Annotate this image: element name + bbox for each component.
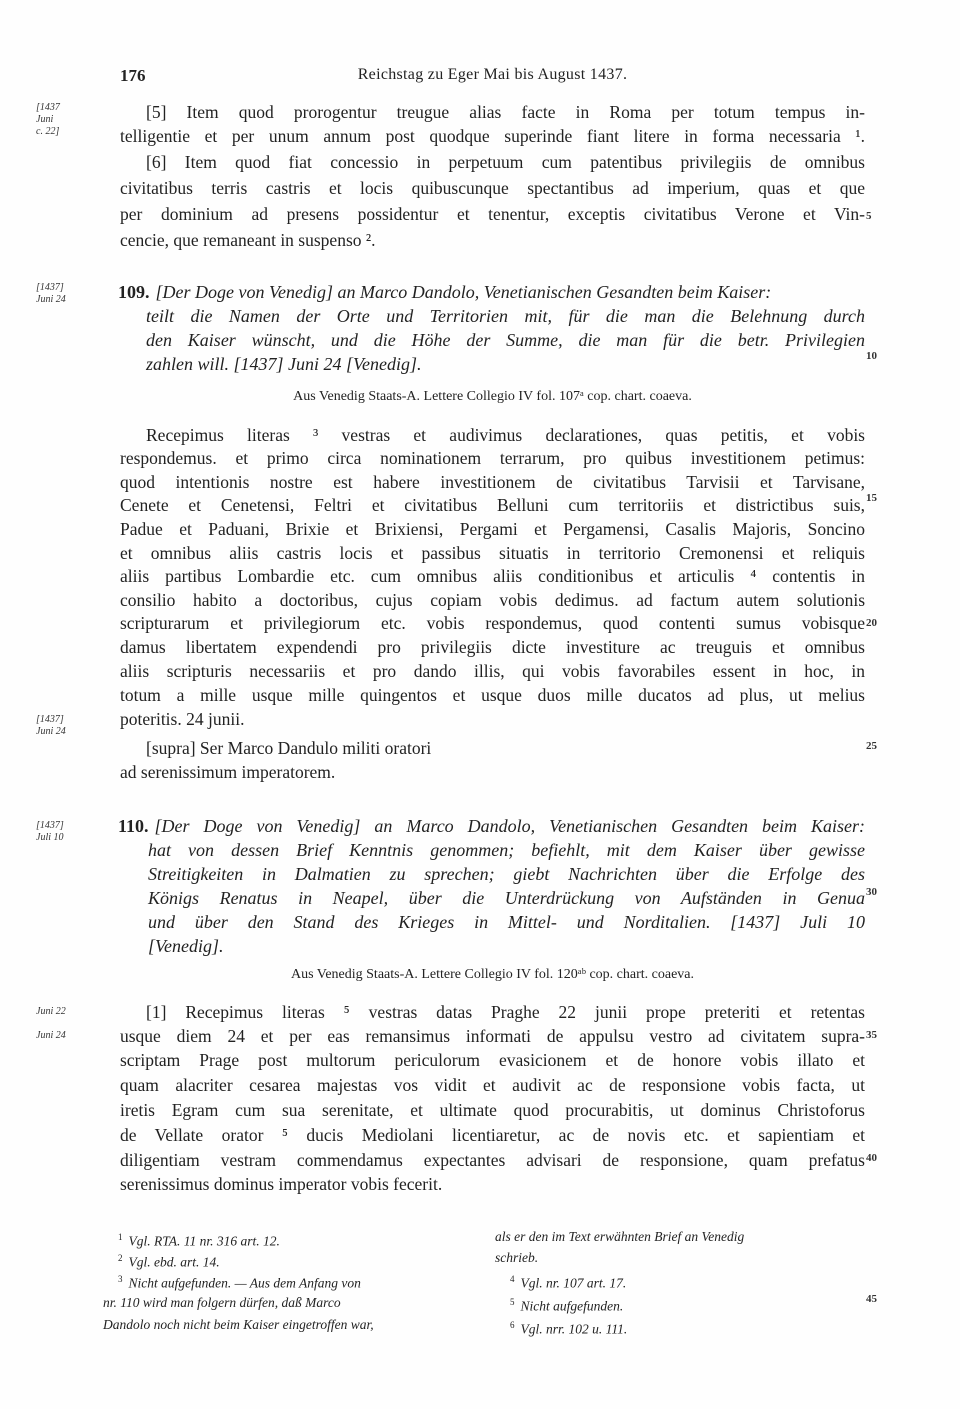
text-line: Cenete et Cenetensi, Feltri et civitatibus Belluni cum territoriis et districtibus suis, bbox=[120, 495, 865, 515]
footnote: $^5$ Nicht aufgefunden. bbox=[510, 1297, 624, 1314]
address-line: [supra] Ser Marco Dandulo militi oratori bbox=[146, 738, 432, 758]
margin-note: [1437] Juni 24 bbox=[36, 282, 66, 305]
text-line: cencie, que remaneant in suspenso ². bbox=[120, 230, 376, 250]
text-line: civitatibus terris castris et locis quibuscunque spectantibus ad imperium, quas et que bbox=[120, 178, 865, 198]
text-line: usque diem 24 et per eas remansimus informati de appulsu vestro ad civitatem supra- bbox=[120, 1026, 865, 1046]
line-number: 5 bbox=[866, 210, 872, 222]
text-line: [6] Item quod fiat concessio in perpetuum cum patentibus privilegiis de omnibus bbox=[146, 152, 865, 172]
source-line: Aus Venedig Staats-A. Lettere Collegio IV fol. 120ᵃᵇ cop. chart. coaeva. bbox=[290, 967, 695, 982]
footnote: schrieb. bbox=[495, 1250, 539, 1265]
line-number: 30 bbox=[866, 886, 877, 898]
text-line: damus libertatem expendendi pro privilegiis dicte investiture ac treuguis et omnibus bbox=[120, 637, 865, 657]
margin-note: [1437] Juni 24 bbox=[36, 714, 66, 737]
line-number: 25 bbox=[866, 740, 877, 752]
text-line: [5] Item quod prorogentur treugue alias facte in Roma per totum tempus in- bbox=[146, 102, 865, 122]
text-line: et omnibus aliis castris locis et passibus situatis in territorio Cremonensi et reliquis bbox=[120, 543, 865, 563]
footnote: $^6$ Vgl. nrr. 102 u. 111. bbox=[510, 1320, 628, 1337]
regest-line: zahlen will. [1437] Juni 24 [Venedig]. bbox=[146, 354, 422, 374]
text-line: per dominium ad presens possidentur et tenentur, exceptis civitatibus Verone et Vin- bbox=[120, 204, 865, 224]
margin-note: [1437] Juli 10 bbox=[36, 820, 64, 843]
regest-line: Königs Renatus in Neapel, über die Unterdrückung von Aufständen in Genua bbox=[148, 888, 865, 908]
regest-line: 110. [Der Doge von Venedig] an Marco Dandolo, Venetianischen Gesandten beim Kaiser: bbox=[118, 816, 865, 836]
line-number: 45 bbox=[866, 1293, 877, 1305]
text-line: Recepimus literas ³ vestras et audivimus declarationes, quas petitis, et vobis bbox=[146, 425, 865, 445]
text-line: scripturarum et privilegiorum etc. vobis respondemus, quod contenti sumus vobisque bbox=[120, 613, 865, 633]
text-line: Padue et Paduani, Brixie et Brixiensi, Pergami et Pergamensi, Casalis Majoris, Soncino bbox=[120, 519, 865, 539]
footnote: $^2$ Vgl. ebd. art. 14. bbox=[118, 1253, 220, 1270]
text-line: totum a mille usque mille quingentos et usque duos mille ducatos ad plus, ut melius bbox=[120, 685, 865, 705]
source-line: Aus Venedig Staats-A. Lettere Collegio IV fol. 107ᵃ cop. chart. coaeva. bbox=[293, 389, 692, 404]
footnote: $^4$ Vgl. nr. 107 art. 17. bbox=[510, 1274, 627, 1291]
document-number: 110. bbox=[118, 816, 149, 836]
text-line: serenissimus dominus imperator vobis fecerit. bbox=[120, 1174, 443, 1194]
text-line: respondemus. et primo circa nominationem terrarum, pro quibus investitionem petimus: bbox=[120, 448, 865, 468]
text-line: [1] Recepimus literas ⁵ vestras datas Praghe 22 junii prope preteriti et retentas bbox=[146, 1002, 865, 1022]
footnote: $^1$ Vgl. RTA. 11 nr. 316 art. 12. bbox=[118, 1232, 280, 1249]
line-number: 35 bbox=[866, 1029, 877, 1041]
line-number: 20 bbox=[866, 617, 877, 629]
text-line: de Vellate orator ⁵ ducis Mediolani licentiaretur, ac de novis etc. et sapientiam et bbox=[120, 1125, 865, 1145]
regest-line: Streitigkeiten in Dalmatien zu sprechen; giebt Nachrichten über die Erfolge des bbox=[148, 864, 865, 884]
address-line: ad serenissimum imperatorem. bbox=[120, 762, 336, 782]
line-number: 10 bbox=[866, 350, 877, 362]
regest-line: und über den Stand des Krieges in Mittel- und Norditalien. [1437] Juli 10 bbox=[148, 912, 865, 932]
regest-line: 109. [Der Doge von Venedig] an Marco Dandolo, Venetianischen Gesandten beim Kaiser: bbox=[118, 282, 772, 302]
text-line: quam alacriter cesarea majestas vos vidit et audivit ac de responsione vobis facta, ut bbox=[120, 1075, 865, 1095]
text-line: diligentiam vestram commendamus expectantes advisari de responsione, quam prefatus bbox=[120, 1150, 865, 1170]
running-head: Reichstag zu Eger Mai bis August 1437. bbox=[357, 66, 628, 83]
regest-line: hat von dessen Brief Kenntnis genommen; befiehlt, mit dem Kaiser über gewisse bbox=[148, 840, 865, 860]
line-number: 40 bbox=[866, 1152, 877, 1164]
line-number: 15 bbox=[866, 492, 877, 504]
footnote: Dandolo noch nicht beim Kaiser eingetroffen war, bbox=[103, 1317, 374, 1332]
regest-line: den Kaiser wünscht, und die Höhe der Summe, die man für die betr. Privilegien bbox=[146, 330, 865, 350]
regest-line: teilt die Namen der Orte und Territorien mit, für die man die Belehnung durch bbox=[146, 306, 865, 326]
footnote: als er den im Text erwähnten Brief an Venedig bbox=[495, 1229, 745, 1244]
page-header bbox=[120, 66, 865, 90]
text-line: scriptam Prage post multorum periculorum evasicionem et de honore vobis illato et bbox=[120, 1050, 865, 1070]
footnote: nr. 110 wird man folgern dürfen, daß Marco bbox=[103, 1295, 341, 1310]
margin-note: Juni 24 bbox=[36, 1030, 66, 1041]
regest-line: [Venedig]. bbox=[148, 936, 224, 956]
margin-note: [1437 Juni c. 22] bbox=[36, 102, 60, 137]
text-line: quod intentionis nostre est habere investitionem de civitatibus Tarvisii et Tarvisane, bbox=[120, 472, 865, 492]
text-line: poteritis. 24 junii. bbox=[120, 709, 245, 729]
text-line: aliis partibus Lombardie etc. cum omnibus aliis conditionibus et articulis ⁴ contentis in bbox=[120, 566, 865, 586]
document-number: 109. bbox=[118, 282, 150, 302]
text-line: aliis scripturis necessariis et pro dando illis, qui vobis favorabiles essent in hoc, in bbox=[120, 661, 865, 681]
text-line: telligentie et per unum annum post quodque superinde fiant litere in forma necessaria ¹. bbox=[120, 126, 865, 146]
margin-note: Juni 22 bbox=[36, 1006, 66, 1017]
footnote: $^3$ Nicht aufgefunden. — Aus dem Anfang von bbox=[118, 1274, 361, 1291]
text-line: iretis Egram cum sua serenitate, et ultimate quod procurabitis, ut dominus Christoforus bbox=[120, 1100, 865, 1120]
page-number: 176 bbox=[120, 66, 146, 85]
text-line: consilio habito a doctoribus, cujus copiam vobis dedimus. ad factum autem solutionis bbox=[120, 590, 865, 610]
